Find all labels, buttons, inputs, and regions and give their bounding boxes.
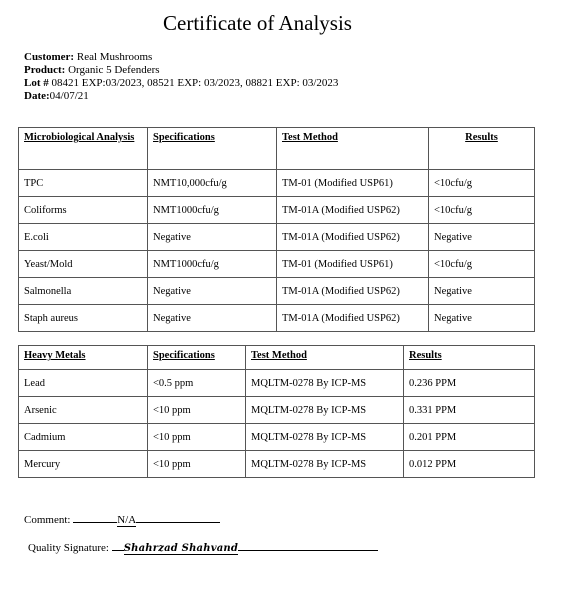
comment-underline: [136, 510, 220, 523]
table-cell: NMT1000cfu/g: [148, 251, 277, 278]
table-cell: Mercury: [19, 451, 148, 478]
signature-underline: [112, 538, 124, 551]
signature-label: Quality Signature:: [28, 542, 109, 554]
table-row: [19, 224, 535, 251]
lot-value: 08421 EXP:03/2023, 08521 EXP: 03/2023, 08821 EXP: 03/2023: [51, 77, 339, 89]
comment-underline: [73, 510, 117, 523]
table-cell: MQLTM-0278 By ICP-MS: [246, 397, 404, 424]
table-cell: 0.331 PPM: [404, 397, 535, 424]
table-cell: Lead: [19, 370, 148, 397]
table-cell: <10cfu/g: [429, 170, 535, 197]
table-header-row: [19, 128, 535, 170]
table-cell: <10 ppm: [148, 451, 246, 478]
product-label: Product:: [24, 64, 66, 76]
table-cell: NMT10,000cfu/g: [148, 170, 277, 197]
table-cell: <10 ppm: [148, 424, 246, 451]
table-cell: 0.236 PPM: [404, 370, 535, 397]
date-label: Date:: [24, 90, 50, 102]
table-row: [19, 251, 535, 278]
column-header: Heavy Metals: [19, 346, 148, 370]
table-row: [19, 397, 535, 424]
signature-name: Shahrzad Shahvand: [123, 543, 239, 554]
date-line: [24, 90, 338, 103]
column-header: Results: [404, 346, 535, 370]
table-cell: Negative: [148, 224, 277, 251]
table-cell: <10cfu/g: [429, 197, 535, 224]
document-title: Certificate of Analysis: [163, 11, 352, 35]
table-row: [19, 451, 535, 478]
table-cell: Negative: [429, 224, 535, 251]
customer-label: Customer:: [24, 51, 75, 63]
product-line: [24, 64, 338, 77]
table-cell: <10 ppm: [148, 397, 246, 424]
table-cell: Staph aureus: [19, 305, 148, 332]
table-cell: 0.201 PPM: [404, 424, 535, 451]
comment-label: Comment:: [24, 514, 71, 526]
table-cell: Negative: [429, 278, 535, 305]
customer-line: [24, 51, 338, 64]
microbiological-table: [18, 127, 535, 332]
info-block: [24, 51, 338, 103]
table-cell: Negative: [148, 305, 277, 332]
table-cell: Arsenic: [19, 397, 148, 424]
table-cell: <10cfu/g: [429, 251, 535, 278]
column-header: Specifications: [148, 346, 246, 370]
table-row: [19, 424, 535, 451]
table-row: [19, 278, 535, 305]
comment-line: [24, 510, 220, 526]
column-header: Test Method: [246, 346, 404, 370]
column-header: Test Method: [277, 128, 429, 170]
table-cell: Salmonella: [19, 278, 148, 305]
table-cell: TM-01 (Modified USP61): [277, 251, 429, 278]
table-cell: Cadmium: [19, 424, 148, 451]
table-cell: TM-01 (Modified USP61): [277, 170, 429, 197]
table-row: [19, 197, 535, 224]
table-row: [19, 370, 535, 397]
date-value: 04/07/21: [49, 90, 89, 102]
table-cell: Negative: [429, 305, 535, 332]
table-cell: TM-01A (Modified USP62): [277, 224, 429, 251]
table-cell: TM-01A (Modified USP62): [277, 197, 429, 224]
lot-line: [24, 77, 338, 90]
product-value: Organic 5 Defenders: [68, 64, 160, 76]
table-cell: Yeast/Mold: [19, 251, 148, 278]
table-cell: MQLTM-0278 By ICP-MS: [246, 370, 404, 397]
signature-line: [28, 538, 378, 554]
heavy-metals-table: [18, 345, 535, 478]
table-cell: 0.012 PPM: [404, 451, 535, 478]
table-cell: <0.5 ppm: [148, 370, 246, 397]
table-cell: TM-01A (Modified USP62): [277, 305, 429, 332]
comment-value: N/A: [117, 514, 137, 526]
table-cell: MQLTM-0278 By ICP-MS: [246, 451, 404, 478]
customer-value: Real Mushrooms: [76, 51, 153, 63]
table-cell: Negative: [148, 278, 277, 305]
table-row: [19, 305, 535, 332]
table-cell: MQLTM-0278 By ICP-MS: [246, 424, 404, 451]
column-header: Results: [429, 128, 535, 170]
signature-underline: [238, 538, 378, 551]
table-row: [19, 170, 535, 197]
column-header: Microbiological Analysis: [19, 128, 148, 170]
table-cell: Coliforms: [19, 197, 148, 224]
table-cell: E.coli: [19, 224, 148, 251]
lot-label: Lot #: [24, 77, 49, 89]
table-header-row: [19, 346, 535, 370]
table-cell: TM-01A (Modified USP62): [277, 278, 429, 305]
column-header: Specifications: [148, 128, 277, 170]
table-cell: TPC: [19, 170, 148, 197]
table-cell: NMT1000cfu/g: [148, 197, 277, 224]
